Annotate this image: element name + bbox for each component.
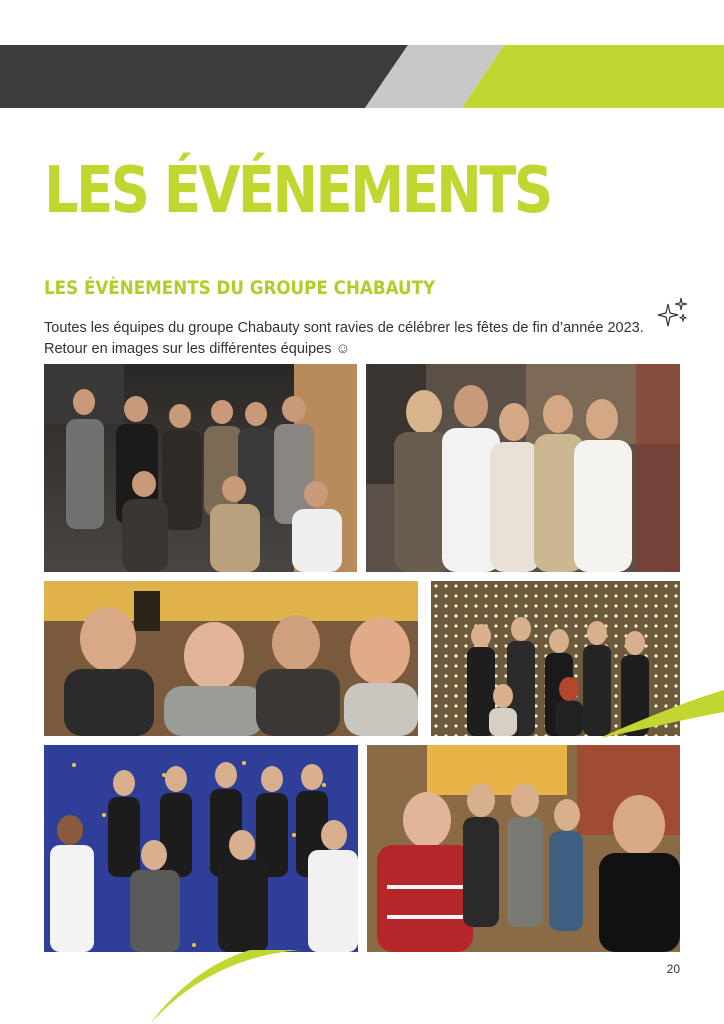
photo-bar-selfie	[367, 745, 680, 952]
sparkle-icon	[656, 296, 690, 328]
section-subtitle: LES ÉVÈNEMENTS DU GROUPE CHABAUTY	[44, 277, 436, 299]
photo-selfie-men	[44, 581, 418, 736]
intro-line-2: Retour en images sur les différentes équipes ☺	[44, 341, 351, 357]
photo-lights-party	[431, 581, 680, 736]
photo-team-stars	[44, 745, 358, 952]
photo-team-women	[366, 364, 680, 572]
header-banner	[0, 0, 724, 112]
intro-line-1: Toutes les équipes du groupe Chabauty sont ravies de célébrer les fêtes de fin d’année 2023.	[44, 320, 644, 336]
photo-team-group-1	[44, 364, 357, 572]
intro-text	[44, 318, 664, 360]
page-title: LES ÉVÉNEMENTS	[44, 154, 551, 228]
page-number: 20	[666, 962, 680, 976]
